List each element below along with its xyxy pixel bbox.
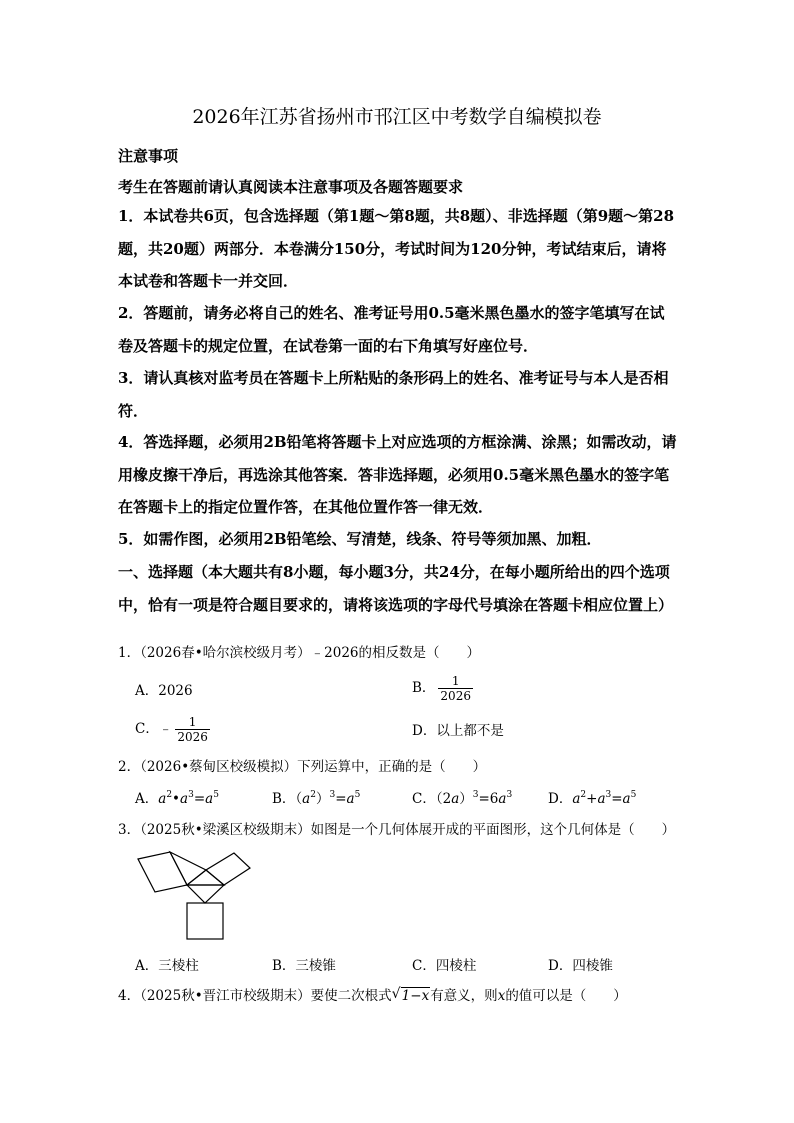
fraction: $\frac{1}{2026}$ (440, 674, 471, 703)
question-2-option-c: C．$(2a)^3=6a^3$ (412, 790, 513, 807)
notice-item-4: 4．答选择题，必须用2B铅笔将答题卡上对应选项的方框涂满、涂黑；如需改动，请用橡皮擦干净后，再选涂其他答案．答非选择题，必须用0.5毫米黑色墨水的签字笔在答题卡上的指定位置作答，在其他位置作答一律无效． (118, 433, 677, 516)
question-3-option-b: B．三棱锥 (272, 958, 336, 974)
net-bottom-square (187, 903, 223, 939)
page-title: 2026年江苏省扬州市邗江区中考数学自编模拟卷 (192, 106, 602, 128)
question-1-option-b: B． $\frac{1}{2026}$ (412, 674, 471, 703)
question-3-option-a: A．三棱柱 (135, 958, 199, 974)
notice-item-1: 1．本试卷共6页，包含选择题（第1题～第8题，共8题）、非选择题（第9题～第28题，共20题）两部分．本卷满分150分，考试时间为120分钟，考试结束后，请将本试卷和答题卡一并交回． (118, 207, 674, 290)
question-3-stem: 3．（2025秋•梁溪区校级期末）如图是一个几何体展开成的平面图形，这个几何体是（ ） (118, 822, 676, 838)
net-center-triangle (187, 870, 224, 885)
question-1-option-d: D．以上都不是 (412, 723, 504, 739)
question-1-option-c: C．﹣ $\frac{1}{2026}$ (135, 715, 208, 744)
notice-item-2: 2．答题前，请务必将自己的姓名、准考证号用0.5毫米黑色墨水的签字笔填写在试卷及答题卡的规定位置，在试卷第一面的右下角填写好座位号． (118, 304, 665, 355)
question-2-option-a: A．$a^2•a^3=a^5$ (135, 790, 219, 807)
question-1-option-a: A．2026 (135, 683, 193, 699)
question-3-option-d: D．四棱锥 (548, 958, 613, 974)
net-right-square (206, 853, 250, 885)
notice-intro: 考生在答题前请认真阅读本注意事项及各题答题要求 (118, 178, 464, 196)
radical: √ 1−x (392, 986, 431, 1006)
notice-item-3: 3．请认真核对监考员在答题卡上所粘贴的条形码上的姓名、准考证号与本人是否相符． (118, 369, 669, 420)
question-2-stem: 2．（2026•蔡甸区校级模拟）下列运算中，正确的是（ ） (118, 759, 487, 775)
net-left-triangle (170, 852, 206, 885)
question-4-stem: 4．（2025秋•晋江市校级期末）要使二次根式√ 1−x有意义，则x的值可以是（ ） (118, 986, 627, 1006)
question-3-option-c: C．四棱柱 (412, 958, 477, 974)
fraction: $\frac{1}{2026}$ (177, 715, 208, 744)
question-2-option-b: B．$(a^2)^3=a^5$ (272, 790, 361, 807)
notice-item-5: 5．如需作图，必须用2B铅笔绘、写清楚，线条、符号等须加黑、加粗． (118, 530, 602, 548)
net-diagram (130, 850, 260, 945)
net-bottom-triangle (187, 885, 224, 903)
section-heading: 一、选择题（本大题共有8小题，每小题3分，共24分，在每小题所给出的四个选项中，恰有一项是符合题目要求的，请将该选项的字母代号填涂在答题卡相应位置上） (118, 563, 674, 614)
notice-heading: 注意事项 (118, 147, 179, 165)
question-2-option-d: D．$a^2+a^3=a^5$ (548, 790, 637, 807)
question-1-stem: 1．（2026春•哈尔滨校级月考）﹣2026的相反数是（ ） (118, 645, 481, 661)
